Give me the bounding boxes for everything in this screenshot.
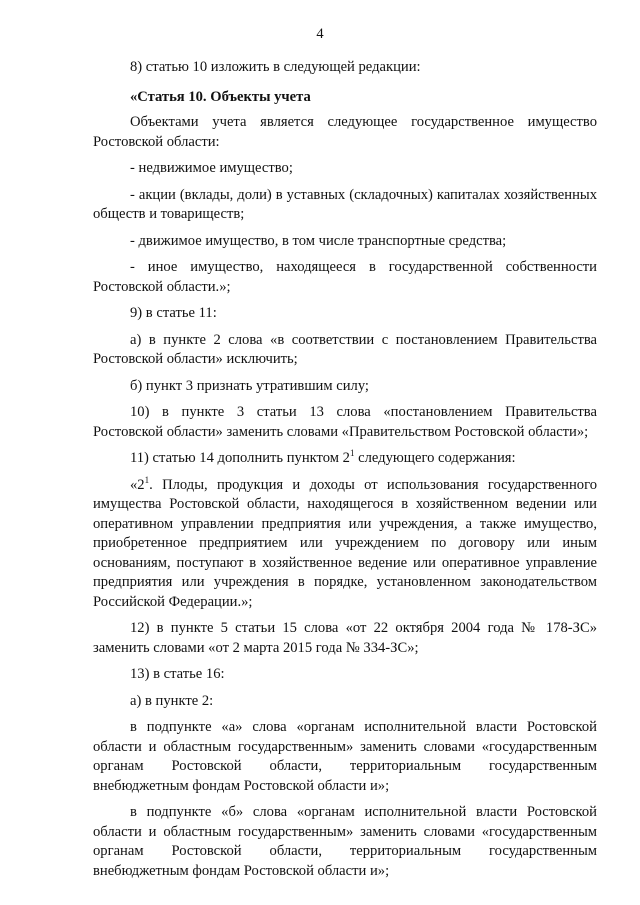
paragraph-article-14 <box>93 449 597 469</box>
quote-open: «2 <box>130 476 145 493</box>
paragraph-article-14-tail: следующего содержания: <box>354 450 516 466</box>
paragraph-article-15: 12) в пункте 5 статьи 15 слова «от 22 октября 2004 года № 178-ЗС» заменить словами «от 2 марта 2015 года № 334-ЗС»; <box>93 620 597 656</box>
paragraph-subpoint-a: в подпункте «а» слова «органам исполнительной власти Ростовской области и областным государственным» заменить словами «государственным органам Ростовской области, территориальным государственным внебюджетным фондам Ростовской области и»; <box>93 719 597 794</box>
list-item-other-property: - иное имущество, находящееся в государственной собственности Ростовской области.»; <box>93 259 597 295</box>
paragraph-amend-article-10: 8) статью 10 изложить в следующей редакции: <box>130 59 421 75</box>
paragraph-article-11-a: а) в пункте 2 слова «в соответствии с постановлением Правительства Ростовской области» исключить; <box>93 331 597 367</box>
quote-text: . Плоды, продукция и доходы от использования государственного имущества Ростовской области, находящегося в хозяйственном ведении или оперативном управлении предприятия или учреждения, а также имущество, приобретенное предприятием или учреждением по договору или иным основаниям, поступают в хозяйственное ведение или оперативное управление предприятия или учреждения в порядке, установленном законодательством Российской Федерации.»; <box>93 476 597 610</box>
article-10-heading: «Статья 10. Объекты учета <box>130 88 311 105</box>
paragraph-article-14-text: 11) статью 14 дополнить пунктом 2 <box>130 450 350 466</box>
paragraph-article-11: 9) в статье 11: <box>130 305 217 321</box>
paragraph-quote-2-1 <box>93 476 597 613</box>
list-item-real-estate: - недвижимое имущество; <box>130 160 293 176</box>
paragraph-article-16-point-2: а) в пункте 2: <box>130 692 214 709</box>
paragraph-objects-of-accounting: Объектами учета является следующее государственное имущество Ростовской области: <box>93 114 597 150</box>
paragraph-article-13: 10) в пункте 3 статьи 13 слова «постановлением Правительства Ростовской области» заменить словами «Правительством Ростовской области»; <box>93 404 597 440</box>
superscript: 1 <box>144 474 150 485</box>
page-number: 4 <box>316 26 324 42</box>
list-item-movable-property: - движимое имущество, в том числе транспортные средства; <box>130 232 507 249</box>
document-body <box>93 58 597 888</box>
paragraph-article-16: 13) в статье 16: <box>130 666 225 682</box>
paragraph-subpoint-b: в подпункте «б» слова «органам исполнительной власти Ростовской области и областным государственным» заменить словами «государственным органам Ростовской области, территориальным государственным внебюджетным фондам Ростовской области и»; <box>93 804 597 879</box>
paragraph-article-11-b: б) пункт 3 признать утратившим силу; <box>130 377 369 394</box>
list-item-shares: - акции (вклады, доли) в уставных (складочных) капиталах хозяйственных обществ и товариществ; <box>93 186 597 222</box>
superscript: 1 <box>349 448 355 459</box>
